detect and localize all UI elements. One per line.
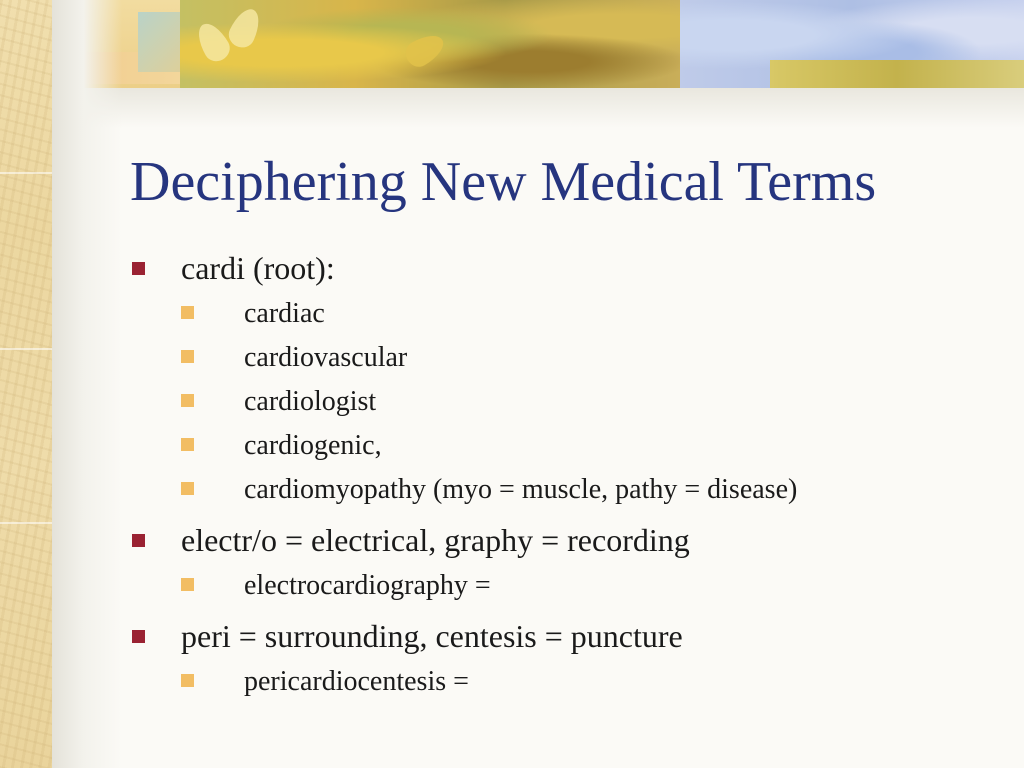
left-shadow <box>52 0 122 768</box>
strip-seam <box>0 172 52 174</box>
bullet-text: cardi (root): <box>181 250 335 286</box>
bullet-item <box>130 520 1010 608</box>
sub-bullet-item: cardiovascular <box>181 336 1010 380</box>
sub-bullet-item: cardiomyopathy (myo = muscle, pathy = disease) <box>181 468 1010 512</box>
bullet-item <box>130 248 1010 512</box>
banner-grass-strip <box>770 60 1024 88</box>
sub-bullet-item: electrocardiography = <box>181 564 1010 608</box>
sub-bullet-item: pericardiocentesis = <box>181 660 1010 704</box>
bullet-item <box>130 616 1010 704</box>
sub-bullet-list <box>181 292 1010 512</box>
strip-seam <box>0 348 52 350</box>
sub-bullet-list <box>181 564 1010 608</box>
bullet-list <box>130 248 1010 704</box>
left-parchment-strip <box>0 0 52 768</box>
sub-bullet-item: cardiogenic, <box>181 424 1010 468</box>
slide-title: Deciphering New Medical Terms <box>130 151 877 213</box>
banner-shadow <box>0 88 1024 128</box>
sub-bullet-item: cardiac <box>181 292 1010 336</box>
sub-bullet-item: cardiologist <box>181 380 1010 424</box>
bullet-text: electr/o = electrical, graphy = recording <box>181 522 690 558</box>
decorative-banner <box>0 0 1024 88</box>
sub-bullet-list <box>181 660 1010 704</box>
bullet-text: peri = surrounding, centesis = puncture <box>181 618 683 654</box>
strip-seam <box>0 522 52 524</box>
